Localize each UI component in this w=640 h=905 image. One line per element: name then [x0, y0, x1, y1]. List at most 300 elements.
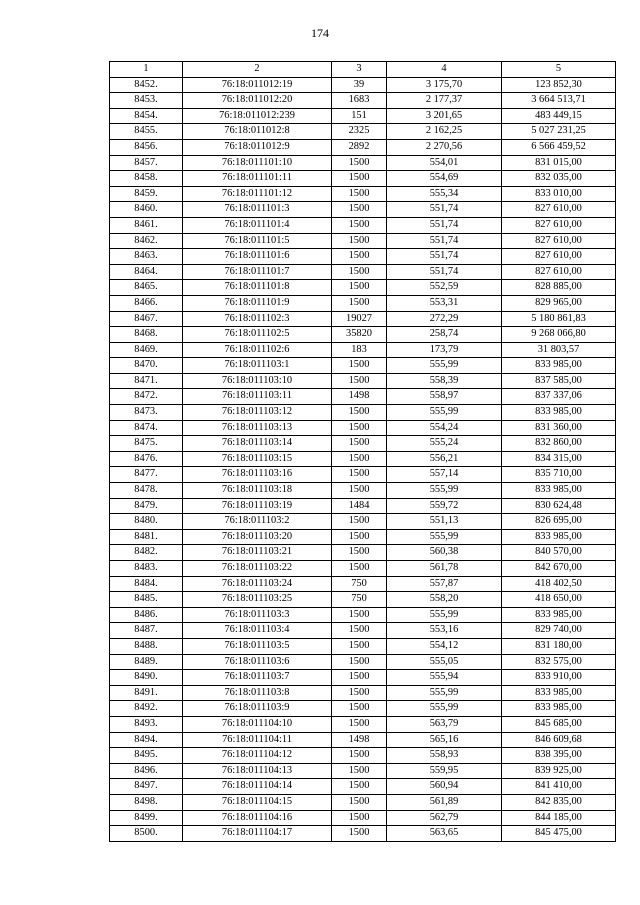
cadastral-number-cell: 76:18:011101:8: [183, 280, 332, 296]
value-cell: 846 609,68: [502, 732, 616, 748]
row-number-cell: 8498.: [110, 794, 183, 810]
value-cell: 837 337,06: [502, 389, 616, 405]
value-cell: 418 402,50: [502, 576, 616, 592]
row-number-cell: 8466.: [110, 295, 183, 311]
area-cell: 2892: [332, 139, 387, 155]
value-cell: 3 664 513,71: [502, 93, 616, 109]
cadastral-number-cell: 76:18:011104:14: [183, 779, 332, 795]
rate-cell: 555,99: [387, 701, 502, 717]
table-row: [110, 358, 616, 374]
row-number-cell: 8499.: [110, 810, 183, 826]
cadastral-number-cell: 76:18:011104:16: [183, 810, 332, 826]
value-cell: 829 965,00: [502, 295, 616, 311]
rate-cell: 258,74: [387, 327, 502, 343]
cadastral-number-cell: 76:18:011012:239: [183, 108, 332, 124]
row-number-cell: 8480.: [110, 514, 183, 530]
rate-cell: 558,39: [387, 373, 502, 389]
row-number-cell: 8477.: [110, 467, 183, 483]
table-row: [110, 498, 616, 514]
value-cell: 833 985,00: [502, 607, 616, 623]
row-number-cell: 8493.: [110, 716, 183, 732]
column-header-2: 2: [183, 62, 332, 78]
row-number-cell: 8465.: [110, 280, 183, 296]
rate-cell: 551,74: [387, 264, 502, 280]
area-cell: 1500: [332, 514, 387, 530]
area-cell: 1500: [332, 638, 387, 654]
rate-cell: 558,97: [387, 389, 502, 405]
rate-cell: 553,31: [387, 295, 502, 311]
value-cell: 31 803,57: [502, 342, 616, 358]
area-cell: 1500: [332, 529, 387, 545]
row-number-cell: 8473.: [110, 405, 183, 421]
row-number-cell: 8490.: [110, 670, 183, 686]
cadastral-number-cell: 76:18:011103:14: [183, 436, 332, 452]
value-cell: 831 180,00: [502, 638, 616, 654]
area-cell: 183: [332, 342, 387, 358]
rate-cell: 555,99: [387, 529, 502, 545]
rate-cell: 562,79: [387, 810, 502, 826]
rate-cell: 2 270,56: [387, 139, 502, 155]
rate-cell: 558,20: [387, 592, 502, 608]
area-cell: 1500: [332, 249, 387, 265]
cadastral-number-cell: 76:18:011103:10: [183, 373, 332, 389]
rate-cell: 272,29: [387, 311, 502, 327]
area-cell: 1683: [332, 93, 387, 109]
value-cell: 418 650,00: [502, 592, 616, 608]
row-number-cell: 8487.: [110, 623, 183, 639]
area-cell: 1500: [332, 264, 387, 280]
area-cell: 35820: [332, 327, 387, 343]
rate-cell: 555,99: [387, 607, 502, 623]
row-number-cell: 8475.: [110, 436, 183, 452]
rate-cell: 552,59: [387, 280, 502, 296]
value-cell: 838 395,00: [502, 748, 616, 764]
cadastral-number-cell: 76:18:011103:15: [183, 451, 332, 467]
cadastral-number-cell: 76:18:011012:8: [183, 124, 332, 140]
row-number-cell: 8491.: [110, 685, 183, 701]
row-number-cell: 8483.: [110, 561, 183, 577]
value-cell: 841 410,00: [502, 779, 616, 795]
rate-cell: 551,74: [387, 233, 502, 249]
row-number-cell: 8469.: [110, 342, 183, 358]
row-number-cell: 8489.: [110, 654, 183, 670]
row-number-cell: 8452.: [110, 77, 183, 93]
row-number-cell: 8495.: [110, 748, 183, 764]
table-row: [110, 670, 616, 686]
table-row: [110, 654, 616, 670]
value-cell: 833 910,00: [502, 670, 616, 686]
cadastral-number-cell: 76:18:011103:11: [183, 389, 332, 405]
area-cell: 1500: [332, 436, 387, 452]
rate-cell: 554,01: [387, 155, 502, 171]
table-row: [110, 233, 616, 249]
rate-cell: 555,05: [387, 654, 502, 670]
cadastral-number-cell: 76:18:011103:20: [183, 529, 332, 545]
table-row: [110, 139, 616, 155]
area-cell: 1500: [332, 701, 387, 717]
table-row: [110, 732, 616, 748]
area-cell: 750: [332, 592, 387, 608]
cadastral-number-cell: 76:18:011102:6: [183, 342, 332, 358]
cadastral-number-cell: 76:18:011103:21: [183, 545, 332, 561]
cadastral-number-cell: 76:18:011101:9: [183, 295, 332, 311]
area-cell: 1500: [332, 420, 387, 436]
value-cell: 831 360,00: [502, 420, 616, 436]
row-number-cell: 8458.: [110, 171, 183, 187]
table-row: [110, 405, 616, 421]
row-number-cell: 8463.: [110, 249, 183, 265]
rate-cell: 551,74: [387, 217, 502, 233]
cadastral-number-cell: 76:18:011103:3: [183, 607, 332, 623]
rate-cell: 558,93: [387, 748, 502, 764]
cadastral-number-cell: 76:18:011103:16: [183, 467, 332, 483]
cadastral-number-cell: 76:18:011103:18: [183, 483, 332, 499]
cadastral-number-cell: 76:18:011101:4: [183, 217, 332, 233]
area-cell: 1498: [332, 389, 387, 405]
table-row: [110, 436, 616, 452]
value-cell: 829 740,00: [502, 623, 616, 639]
rate-cell: 3 201,65: [387, 108, 502, 124]
table-row: [110, 124, 616, 140]
area-cell: 1484: [332, 498, 387, 514]
rate-cell: 560,38: [387, 545, 502, 561]
table-row: [110, 77, 616, 93]
cadastral-number-cell: 76:18:011101:11: [183, 171, 332, 187]
rate-cell: 555,99: [387, 405, 502, 421]
table-row: [110, 794, 616, 810]
cadastral-number-cell: 76:18:011103:4: [183, 623, 332, 639]
table-row: [110, 826, 616, 842]
value-cell: 828 885,00: [502, 280, 616, 296]
cadastral-number-cell: 76:18:011103:12: [183, 405, 332, 421]
area-cell: 1500: [332, 186, 387, 202]
value-cell: 827 610,00: [502, 202, 616, 218]
value-cell: 833 985,00: [502, 405, 616, 421]
row-number-cell: 8479.: [110, 498, 183, 514]
rate-cell: 554,69: [387, 171, 502, 187]
table-row: [110, 514, 616, 530]
page-number: 174: [311, 26, 329, 40]
cadastral-number-cell: 76:18:011103:8: [183, 685, 332, 701]
cadastral-number-cell: 76:18:011104:17: [183, 826, 332, 842]
table-row: [110, 202, 616, 218]
value-cell: 483 449,15: [502, 108, 616, 124]
row-number-cell: 8460.: [110, 202, 183, 218]
rate-cell: 555,99: [387, 483, 502, 499]
area-cell: 1500: [332, 779, 387, 795]
table-row: [110, 342, 616, 358]
table-row: [110, 607, 616, 623]
row-number-cell: 8496.: [110, 763, 183, 779]
row-number-cell: 8482.: [110, 545, 183, 561]
value-cell: 839 925,00: [502, 763, 616, 779]
table-row: [110, 701, 616, 717]
value-cell: 9 268 066,80: [502, 327, 616, 343]
header-row: [110, 62, 616, 78]
area-cell: 750: [332, 576, 387, 592]
row-number-cell: 8476.: [110, 451, 183, 467]
rate-cell: 553,16: [387, 623, 502, 639]
value-cell: 845 475,00: [502, 826, 616, 842]
value-cell: 833 010,00: [502, 186, 616, 202]
value-cell: 832 860,00: [502, 436, 616, 452]
value-cell: 833 985,00: [502, 529, 616, 545]
value-cell: 123 852,30: [502, 77, 616, 93]
cadastral-number-cell: 76:18:011103:19: [183, 498, 332, 514]
area-cell: 1500: [332, 670, 387, 686]
data-table: [109, 61, 616, 842]
table-row: [110, 217, 616, 233]
row-number-cell: 8474.: [110, 420, 183, 436]
area-cell: 1500: [332, 373, 387, 389]
row-number-cell: 8467.: [110, 311, 183, 327]
rate-cell: 561,78: [387, 561, 502, 577]
value-cell: 827 610,00: [502, 264, 616, 280]
table-row: [110, 545, 616, 561]
area-cell: 1500: [332, 451, 387, 467]
rate-cell: 2 162,25: [387, 124, 502, 140]
table-row: [110, 763, 616, 779]
value-cell: 833 985,00: [502, 358, 616, 374]
table-row: [110, 264, 616, 280]
table-row: [110, 327, 616, 343]
area-cell: 39: [332, 77, 387, 93]
row-number-cell: 8500.: [110, 826, 183, 842]
row-number-cell: 8488.: [110, 638, 183, 654]
row-number-cell: 8481.: [110, 529, 183, 545]
rate-cell: 560,94: [387, 779, 502, 795]
table-row: [110, 716, 616, 732]
area-cell: 1500: [332, 561, 387, 577]
table-row: [110, 420, 616, 436]
table-row: [110, 779, 616, 795]
row-number-cell: 8492.: [110, 701, 183, 717]
table-row: [110, 93, 616, 109]
table-row: [110, 561, 616, 577]
table-row: [110, 171, 616, 187]
area-cell: 1500: [332, 233, 387, 249]
row-number-cell: 8470.: [110, 358, 183, 374]
value-cell: 5 027 231,25: [502, 124, 616, 140]
table-row: [110, 592, 616, 608]
cadastral-number-cell: 76:18:011103:25: [183, 592, 332, 608]
value-cell: 832 035,00: [502, 171, 616, 187]
rate-cell: 551,74: [387, 249, 502, 265]
area-cell: 1498: [332, 732, 387, 748]
value-cell: 6 566 459,52: [502, 139, 616, 155]
table-row: [110, 623, 616, 639]
row-number-cell: 8478.: [110, 483, 183, 499]
cadastral-number-cell: 76:18:011103:5: [183, 638, 332, 654]
rate-cell: 554,24: [387, 420, 502, 436]
cadastral-number-cell: 76:18:011103:9: [183, 701, 332, 717]
area-cell: 1500: [332, 826, 387, 842]
column-header-3: 3: [332, 62, 387, 78]
rate-cell: 555,99: [387, 685, 502, 701]
row-number-cell: 8472.: [110, 389, 183, 405]
value-cell: 845 685,00: [502, 716, 616, 732]
area-cell: 1500: [332, 467, 387, 483]
area-cell: 1500: [332, 171, 387, 187]
value-cell: 831 015,00: [502, 155, 616, 171]
cadastral-number-cell: 76:18:011104:11: [183, 732, 332, 748]
cadastral-number-cell: 76:18:011104:12: [183, 748, 332, 764]
row-number-cell: 8459.: [110, 186, 183, 202]
rate-cell: 557,87: [387, 576, 502, 592]
table-row: [110, 389, 616, 405]
rate-cell: 2 177,37: [387, 93, 502, 109]
value-cell: 842 835,00: [502, 794, 616, 810]
cadastral-number-cell: 76:18:011101:7: [183, 264, 332, 280]
value-cell: 5 180 861,83: [502, 311, 616, 327]
cadastral-number-cell: 76:18:011101:12: [183, 186, 332, 202]
table-row: [110, 249, 616, 265]
rate-cell: 551,74: [387, 202, 502, 218]
table-row: [110, 638, 616, 654]
row-number-cell: 8455.: [110, 124, 183, 140]
rate-cell: 554,12: [387, 638, 502, 654]
cadastral-number-cell: 76:18:011104:10: [183, 716, 332, 732]
table-row: [110, 280, 616, 296]
area-cell: 1500: [332, 685, 387, 701]
cadastral-number-cell: 76:18:011102:5: [183, 327, 332, 343]
rate-cell: 551,13: [387, 514, 502, 530]
rate-cell: 563,65: [387, 826, 502, 842]
table-row: [110, 576, 616, 592]
cadastral-number-cell: 76:18:011102:3: [183, 311, 332, 327]
row-number-cell: 8457.: [110, 155, 183, 171]
area-cell: 1500: [332, 794, 387, 810]
cadastral-number-cell: 76:18:011012:20: [183, 93, 332, 109]
value-cell: 834 315,00: [502, 451, 616, 467]
row-number-cell: 8468.: [110, 327, 183, 343]
area-cell: 1500: [332, 607, 387, 623]
table-row: [110, 186, 616, 202]
cadastral-number-cell: 76:18:011101:6: [183, 249, 332, 265]
row-number-cell: 8453.: [110, 93, 183, 109]
area-cell: 1500: [332, 202, 387, 218]
value-cell: 832 575,00: [502, 654, 616, 670]
area-cell: 1500: [332, 623, 387, 639]
area-cell: 1500: [332, 280, 387, 296]
area-cell: 1500: [332, 654, 387, 670]
table-row: [110, 529, 616, 545]
cadastral-number-cell: 76:18:011101:5: [183, 233, 332, 249]
cadastral-number-cell: 76:18:011104:13: [183, 763, 332, 779]
column-header-5: 5: [502, 62, 616, 78]
column-header-1: 1: [110, 62, 183, 78]
cadastral-number-cell: 76:18:011103:22: [183, 561, 332, 577]
area-cell: 1500: [332, 748, 387, 764]
row-number-cell: 8462.: [110, 233, 183, 249]
row-number-cell: 8461.: [110, 217, 183, 233]
table-row: [110, 451, 616, 467]
area-cell: 1500: [332, 217, 387, 233]
table-header: [110, 62, 616, 78]
cadastral-number-cell: 76:18:011101:10: [183, 155, 332, 171]
area-cell: 1500: [332, 763, 387, 779]
table-row: [110, 295, 616, 311]
rate-cell: 555,24: [387, 436, 502, 452]
row-number-cell: 8486.: [110, 607, 183, 623]
table-row: [110, 108, 616, 124]
table-row: [110, 810, 616, 826]
column-header-4: 4: [387, 62, 502, 78]
area-cell: 1500: [332, 295, 387, 311]
value-cell: 826 695,00: [502, 514, 616, 530]
area-cell: 1500: [332, 545, 387, 561]
area-cell: 1500: [332, 405, 387, 421]
cadastral-number-cell: 76:18:011103:2: [183, 514, 332, 530]
area-cell: 1500: [332, 810, 387, 826]
value-cell: 833 985,00: [502, 483, 616, 499]
rate-cell: 563,79: [387, 716, 502, 732]
row-number-cell: 8456.: [110, 139, 183, 155]
rate-cell: 3 175,70: [387, 77, 502, 93]
rate-cell: 173,79: [387, 342, 502, 358]
area-cell: 2325: [332, 124, 387, 140]
area-cell: 1500: [332, 483, 387, 499]
rate-cell: 561,89: [387, 794, 502, 810]
value-cell: 840 570,00: [502, 545, 616, 561]
row-number-cell: 8471.: [110, 373, 183, 389]
cadastral-number-cell: 76:18:011012:9: [183, 139, 332, 155]
cadastral-number-cell: 76:18:011104:15: [183, 794, 332, 810]
row-number-cell: 8494.: [110, 732, 183, 748]
rate-cell: 557,14: [387, 467, 502, 483]
rate-cell: 555,94: [387, 670, 502, 686]
table-row: [110, 467, 616, 483]
cadastral-number-cell: 76:18:011103:24: [183, 576, 332, 592]
row-number-cell: 8497.: [110, 779, 183, 795]
rate-cell: 565,16: [387, 732, 502, 748]
value-cell: 835 710,00: [502, 467, 616, 483]
cadastral-number-cell: 76:18:011101:3: [183, 202, 332, 218]
cadastral-number-cell: 76:18:011103:6: [183, 654, 332, 670]
table-row: [110, 311, 616, 327]
table-row: [110, 373, 616, 389]
value-cell: 833 985,00: [502, 685, 616, 701]
value-cell: 827 610,00: [502, 233, 616, 249]
row-number-cell: 8485.: [110, 592, 183, 608]
area-cell: 19027: [332, 311, 387, 327]
value-cell: 842 670,00: [502, 561, 616, 577]
area-cell: 1500: [332, 358, 387, 374]
value-cell: 827 610,00: [502, 217, 616, 233]
row-number-cell: 8484.: [110, 576, 183, 592]
table-row: [110, 155, 616, 171]
rate-cell: 559,95: [387, 763, 502, 779]
cadastral-number-cell: 76:18:011103:1: [183, 358, 332, 374]
table-row: [110, 748, 616, 764]
table-row: [110, 685, 616, 701]
table-body: [110, 77, 616, 841]
rate-cell: 556,21: [387, 451, 502, 467]
value-cell: 837 585,00: [502, 373, 616, 389]
table-row: [110, 483, 616, 499]
value-cell: 827 610,00: [502, 249, 616, 265]
value-cell: 833 985,00: [502, 701, 616, 717]
rate-cell: 555,99: [387, 358, 502, 374]
value-cell: 830 624,48: [502, 498, 616, 514]
value-cell: 844 185,00: [502, 810, 616, 826]
row-number-cell: 8454.: [110, 108, 183, 124]
area-cell: 1500: [332, 716, 387, 732]
cadastral-number-cell: 76:18:011103:13: [183, 420, 332, 436]
area-cell: 151: [332, 108, 387, 124]
rate-cell: 555,34: [387, 186, 502, 202]
rate-cell: 559,72: [387, 498, 502, 514]
